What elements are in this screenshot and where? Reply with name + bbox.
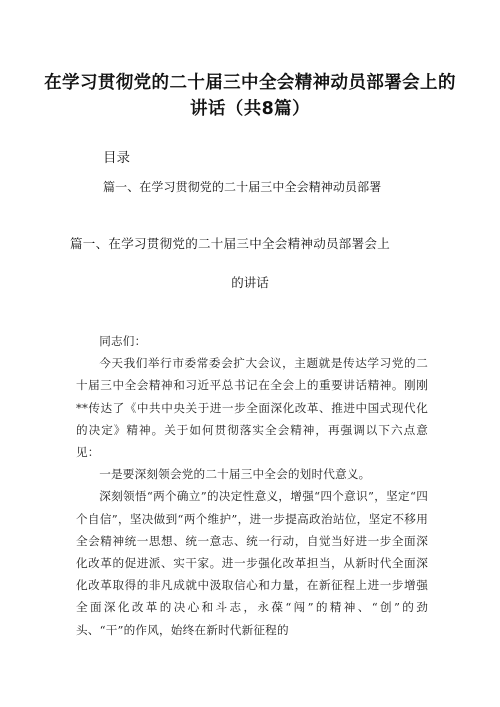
toc-item[interactable]: 篇一、在学习贯彻党的二十届三中全会精神动员部署 xyxy=(103,180,382,194)
section-title-continuation: 的讲话 xyxy=(231,275,269,290)
document-title: 在学习贯彻党的二十届三中全会精神动员部署会上的讲话（共8篇） xyxy=(44,73,456,119)
toc-heading: 目录 xyxy=(103,150,130,166)
body-paragraph: 深刻领悟“两个确立”的决定性意义，增强“四个意识”，坚定“四个自信”，坚决做到“两个维护”，进一步提高政治站位，坚定不移用全会精神统一思想、统一意志、统一行动，自觉当好进一步全面深化改革的促进派、实干家。进一步强化改革担当，从新时代全面深化改革取得的非凡成就中汲取信心和力量，在新征程上进一步增强全面深化改革的决心和斗志，永葆“闯”的精神、“创”的劲头、“干”的作风，始终在新时代新征程的 xyxy=(76,489,428,637)
section-title: 篇一、在学习贯彻党的二十届三中全会精神动员部署会上 xyxy=(70,236,391,251)
point-heading-paragraph: 一是要深刻领会党的二十届三中全会的划时代意义。 xyxy=(99,467,371,482)
body-paragraph: 今天我们举行市委常委会扩大会议，主题就是传达学习党的二十届三中全会精神和习近平总书记在全会上的重要讲话精神。刚刚**传达了《中共中央关于进一步全面深化改革、推进中国式现代化的决定》精神。关于如何贯彻落实全会精神，再强调以下六点意见： xyxy=(76,356,428,460)
speech-body xyxy=(76,330,428,641)
greeting-paragraph: 同志们： xyxy=(99,334,147,348)
